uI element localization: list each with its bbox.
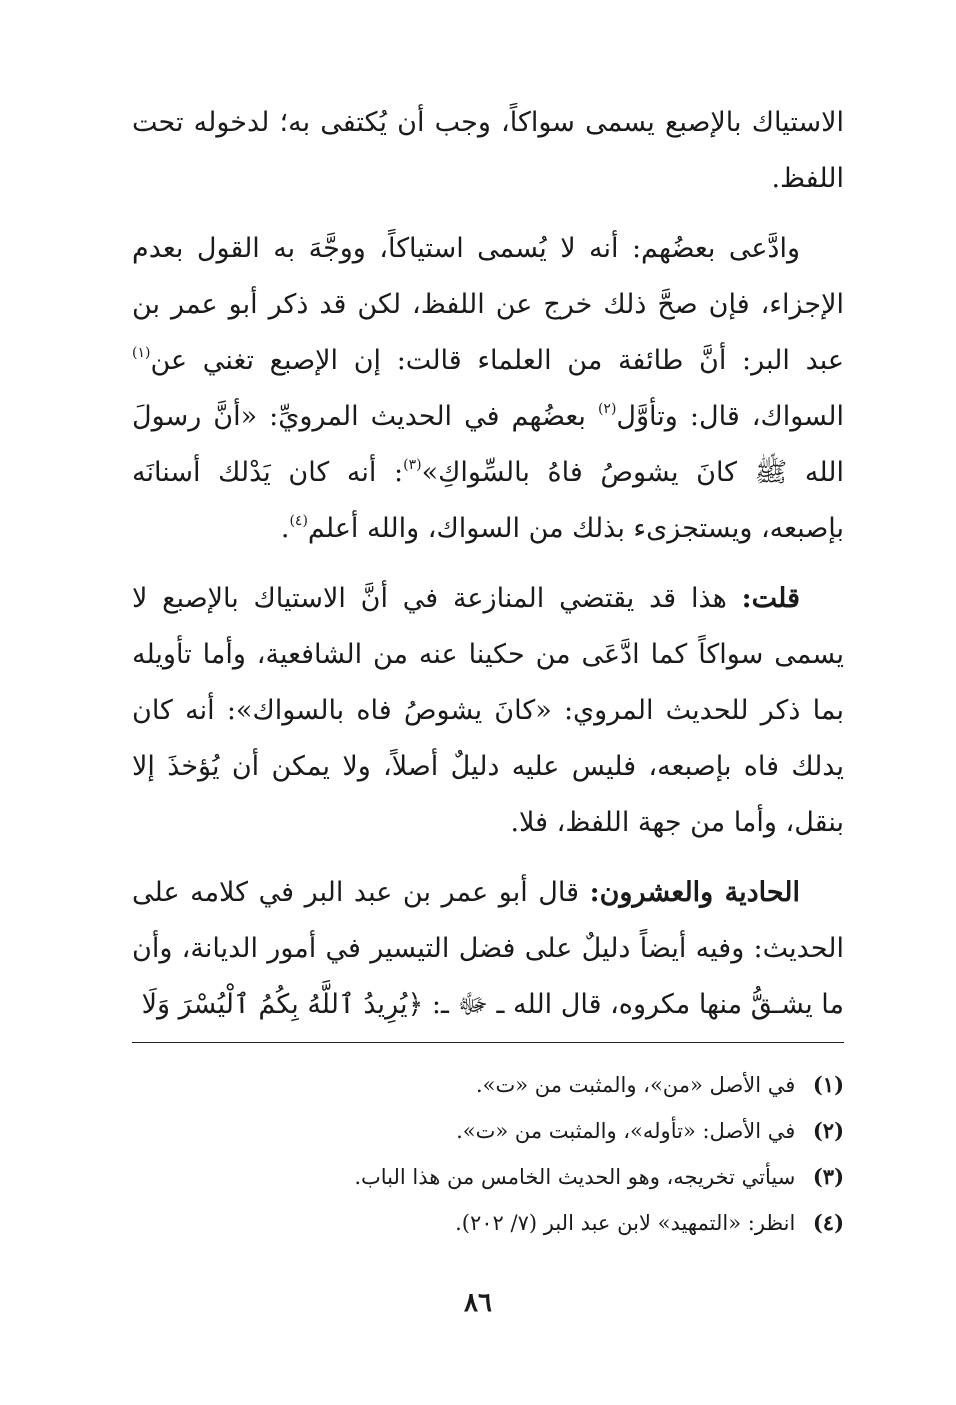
text-run: الاستياك بالإصبع يسمى سواكاً، وجب أن يُكتفى به؛ لدخوله تحت اللفظ. [132, 107, 844, 194]
footnotes [132, 1062, 844, 1246]
paragraph [132, 571, 844, 851]
footnote-number: (١) [812, 1072, 844, 1097]
footnote-reference: (١) [132, 345, 151, 361]
paragraph-lead: قلت: [741, 583, 800, 614]
text-run: وادَّعى بعضُهم: أنه لا يُسمى استياكاً، ووجَّهَ به القول بعدم الإجزاء، فإن صحَّ ذلك خرج عن اللفظ، لكن قد ذكر أبو عمر بن عبد البر: أنَّ طائفة من العلماء قالت: إن الإصبع تغني عن [132, 233, 844, 376]
footnote-reference: (٤) [289, 513, 308, 529]
footnote-text: سيأتي تخريجه، وهو الحديث الخامس من هذا الباب. [354, 1165, 796, 1189]
footnote-separator [132, 1042, 844, 1043]
footnote [132, 1062, 844, 1108]
footnote-text: انظر: «التمهيد» لابن عبد البر (٧/ ٢٠٢). [455, 1211, 796, 1235]
footnote [132, 1200, 844, 1246]
text-run: بعضُهم في الحديث المرويِّ: «أنَّ رسولَ الله ﷺ كانَ يشوصُ فاهُ بالسِّواكِ» [132, 401, 845, 488]
text-run: السواك، قال: وتأوَّل [616, 401, 844, 432]
footnote-text: في الأصل: «تأوله»، والمثبت من «ت». [456, 1119, 796, 1143]
paragraph [132, 221, 844, 557]
footnote-reference: (٣) [403, 457, 422, 473]
footnote-text: في الأصل «من»، والمثبت من «ت». [475, 1073, 796, 1097]
footnote-number: (٢) [812, 1118, 844, 1143]
footnote-number: (٤) [812, 1210, 844, 1235]
paragraph [132, 865, 844, 1033]
text-run: : أنه كان يَدْلك أسنانَه بإصبعه، ويستجزىء بذلك من السواك، والله أعلم [132, 457, 844, 544]
footnote-reference: (٢) [597, 401, 617, 417]
page-number: ٨٦ [464, 1288, 492, 1318]
footnote [132, 1154, 844, 1200]
text-run: . [280, 513, 290, 544]
footnote [132, 1108, 844, 1154]
main-text [132, 95, 844, 1033]
paragraph-lead: الحادية والعشرون: [589, 877, 801, 908]
paragraph [132, 95, 844, 207]
text-run: هذا قد يقتضي المنازعة في أنَّ الاستياك بالإصبع لا يسمى سواكاً كما ادَّعَى من حكينا عنه من الشافعية، وأما تأويله بما ذكر للحديث المروي: «كانَ يشوصُ فاه بالسواك»: أنه كان يدلك فاه بإصبعه، فليس عليه دليلٌ أصلاً، ولا يمكن أن يُؤخذَ إلا بنقل، وأما من جهة اللفظ، فلا. [132, 583, 844, 838]
footnote-number: (٣) [812, 1164, 844, 1189]
text-run: قال أبو عمر بن عبد البر في كلامه على الحديث: وفيه أيضاً دليلٌ على فضل التيسير في أمور الديانة، وأن ما يشـقُّ منها مكروه، قال الله ـ ﷻ ـ: ﴿يُرِيدُ ٱللَّهُ بِكُمُ ٱلْيُسْرَ وَلَا [132, 877, 844, 1020]
